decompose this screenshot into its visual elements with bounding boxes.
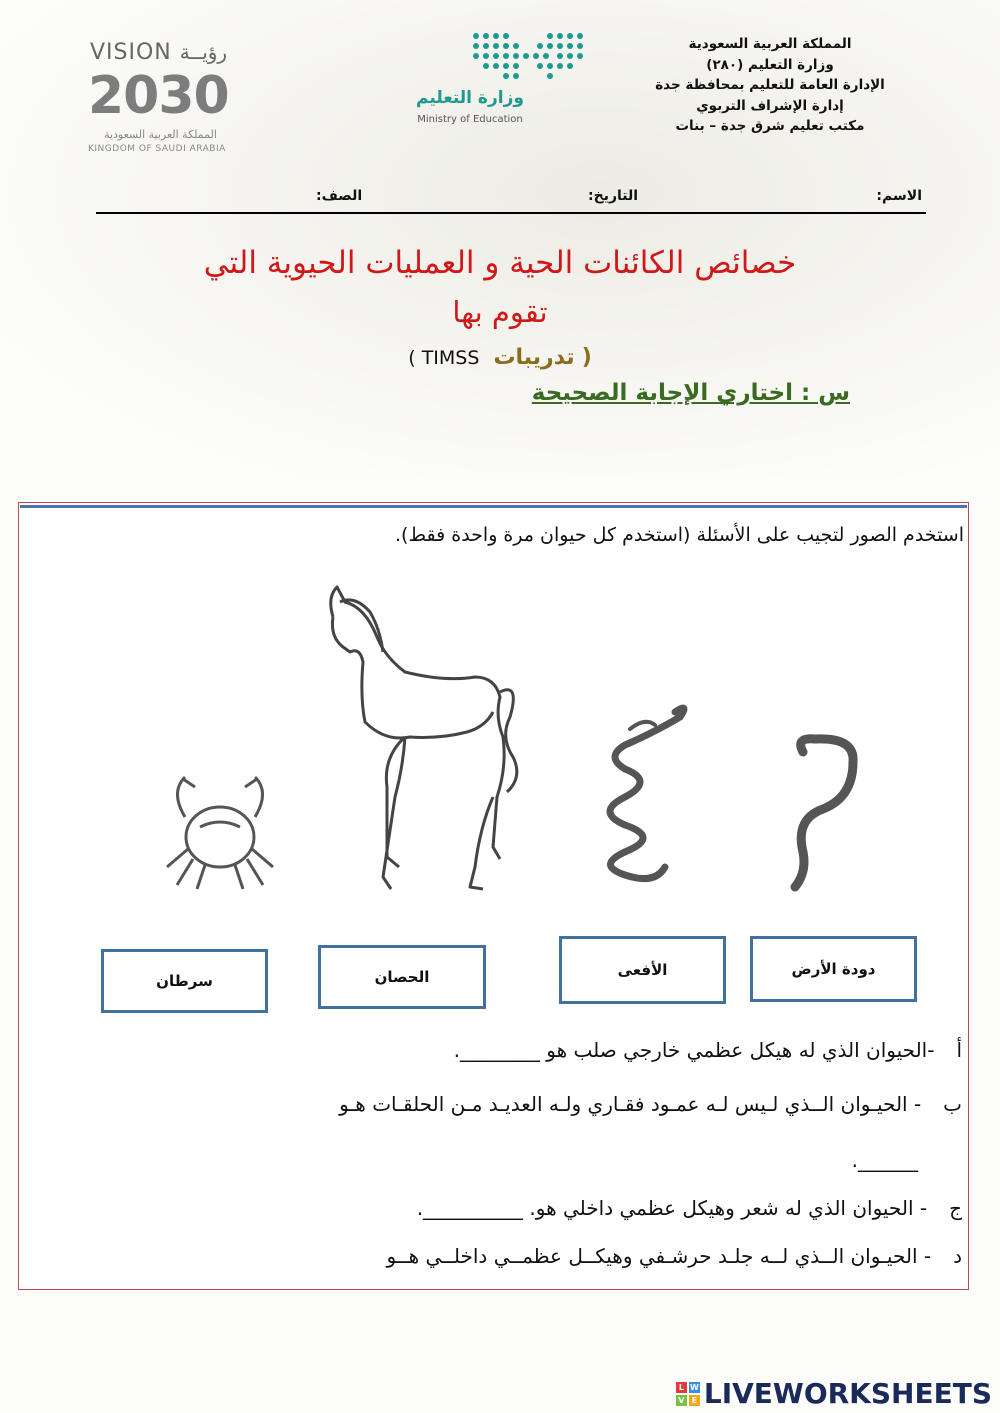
question-b: ب- الحيـوان الــذي لـيس لـه عمـود فقـاري ولـه العديـد مـن الحلقـات هـو	[339, 1092, 962, 1116]
worksheet-top-border	[20, 505, 967, 508]
liveworksheets-text: LIVEWORKSHEETS	[703, 1377, 992, 1410]
liveworksheets-tiles-icon: L W V E	[676, 1382, 700, 1406]
question-b-blank: ______.	[851, 1148, 918, 1172]
class-label: الصف:	[316, 188, 363, 204]
vision-2030-logo	[88, 40, 238, 155]
animal-label-snake: الأفعى	[559, 936, 726, 1004]
training-subtitle: ( تدريبات TIMSS )	[408, 345, 592, 370]
worm-icon	[795, 739, 853, 887]
animals-picture	[155, 567, 875, 922]
header-line: مكتب تعليم شرق جدة – بنات	[675, 118, 865, 134]
liveworksheets-logo	[676, 1377, 992, 1410]
ministry-name-ar: وزارة التعليم	[416, 88, 524, 108]
ministry-logo	[410, 30, 590, 130]
ministry-dots-icon	[470, 30, 586, 82]
animal-label-horse: الحصان	[318, 945, 486, 1009]
date-label: التاريخ:	[588, 188, 639, 204]
snake-icon	[610, 708, 684, 879]
question-heading: س : اختاري الإجابة الصحيحة	[531, 380, 850, 406]
vision-kingdom-en: KINGDOM OF SAUDI ARABIA	[88, 144, 226, 154]
page-title: خصائص الكائنات الحية و العمليات الحيوية التي	[203, 245, 797, 281]
question-a: أ-الحيوان الذي له هيكل عظمي خارجي صلب هو ________.	[453, 1038, 962, 1062]
question-c: ج- الحيوان الذي له شعر وهيكل عظمي داخلي هو. __________.	[416, 1196, 962, 1220]
header-line: الإدارة العامة للتعليم بمحافظة جدة	[655, 77, 885, 93]
header-info	[620, 34, 920, 137]
header-line: المملكة العربية السعودية	[688, 36, 852, 52]
crab-icon	[167, 777, 273, 889]
vision-word: VISION رؤيــة	[90, 40, 228, 65]
page-title-cont: تقوم بها	[452, 295, 548, 329]
header-divider	[96, 212, 926, 214]
ministry-name-en: Ministry of Education	[417, 114, 523, 125]
header-line: إدارة الإشراف التربوي	[696, 97, 844, 114]
animal-label-crab: سرطان	[101, 949, 268, 1013]
vision-year: 2030	[88, 66, 229, 126]
question-d: د- الحيـوان الــذي لــه جلـد حرشـفي وهيكــل عظمــي داخلــي هــو	[386, 1244, 962, 1268]
instruction-text: استخدم الصور لتجيب على الأسئلة (استخدم كل حيوان مرة واحدة فقط).	[395, 524, 964, 546]
vision-kingdom-ar: المملكة العربية السعودية	[104, 128, 217, 141]
animal-label-earthworm: دودة الأرض	[750, 936, 917, 1002]
header-line: وزارة التعليم (٢٨٠)	[706, 56, 834, 73]
name-label: الاسم:	[876, 188, 922, 204]
horse-icon	[331, 587, 517, 889]
